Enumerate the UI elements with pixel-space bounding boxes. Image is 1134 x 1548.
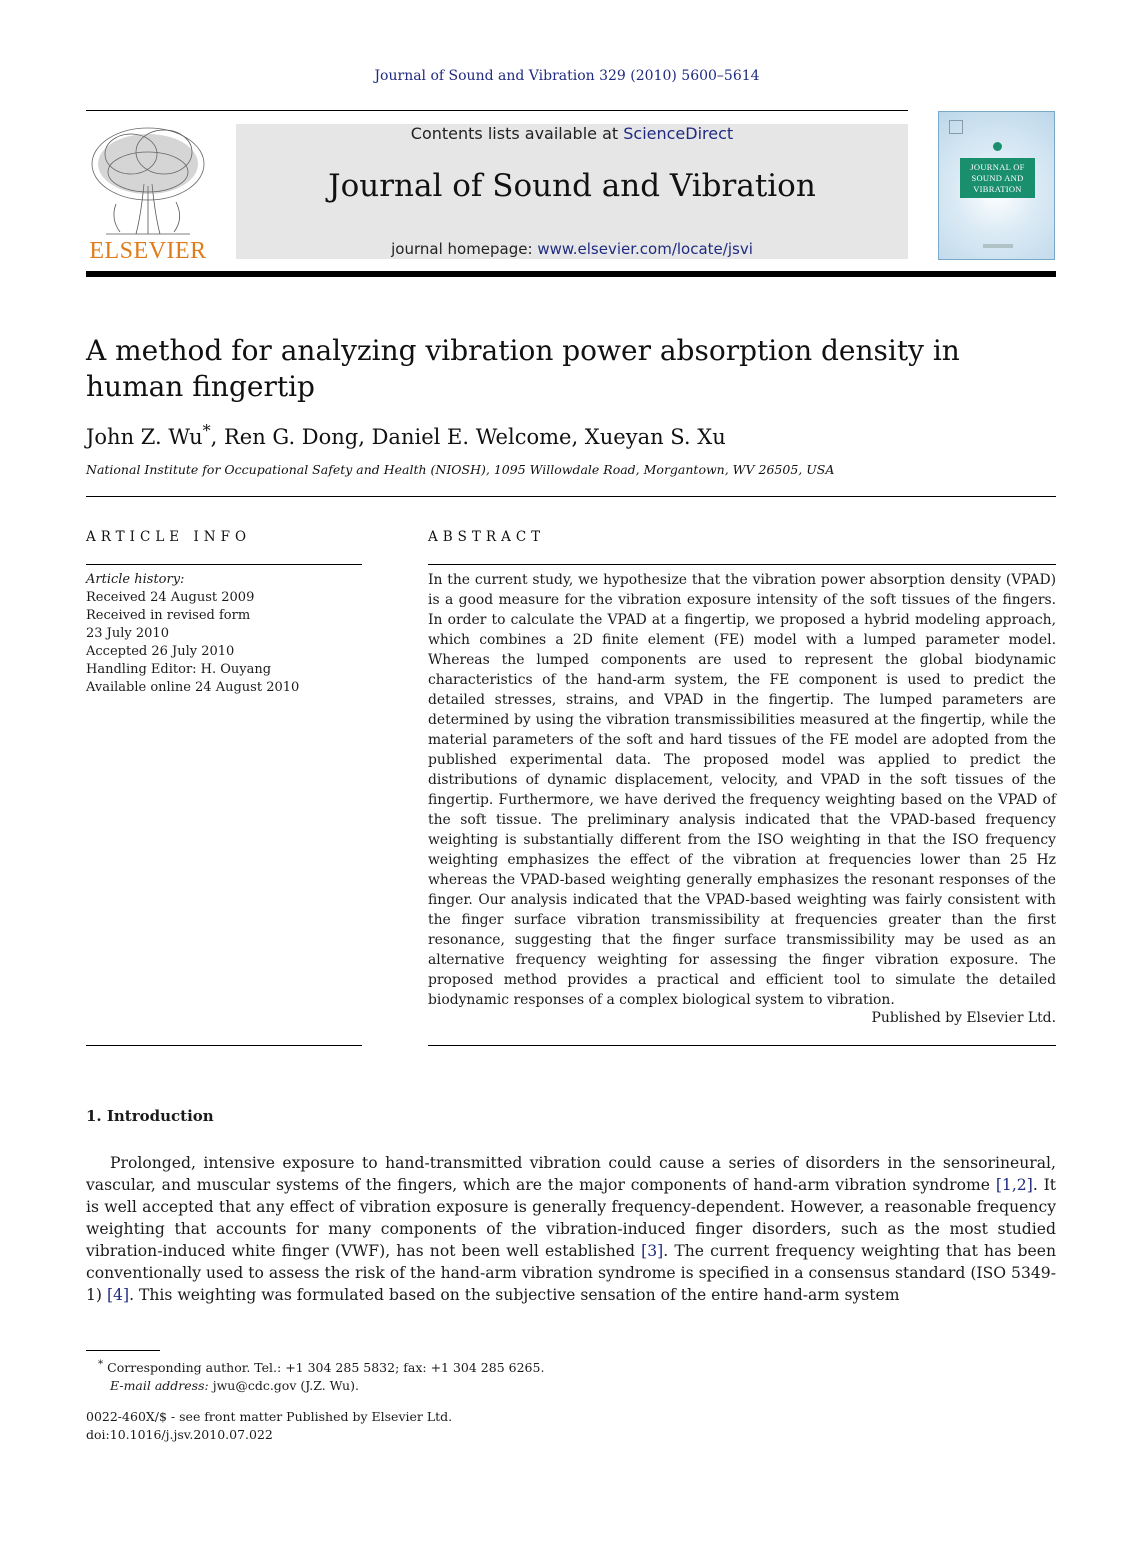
introduction-paragraph	[86, 1152, 1056, 1306]
intro-text-part: Prolonged, intensive exposure to hand-transmitted vibration could cause a series of disorders in the sensorineural, vascular, and muscular systems of the fingers, which are the major components of hand-arm vibration syndrome	[86, 1154, 1056, 1194]
abstract-heading: ABSTRACT	[428, 529, 546, 545]
cover-footer-mark-icon	[983, 244, 1013, 248]
contents-prefix: Contents lists available at	[410, 124, 624, 143]
cover-title: JOURNAL OF SOUND AND VIBRATION	[970, 162, 1025, 194]
title-separator-rule	[86, 496, 1056, 497]
header-bottom-rule	[86, 271, 1056, 277]
issn-line: 0022-460X/$ - see front matter Published by Elsevier Ltd.	[86, 1409, 453, 1424]
email-label: E-mail address:	[110, 1378, 209, 1394]
tree-icon	[86, 124, 210, 236]
footnote-contact: Corresponding author. Tel.: +1 304 285 5832; fax: +1 304 285 6265.	[103, 1360, 545, 1376]
history-item: Received in revised form	[86, 608, 251, 623]
first-author[interactable]: John Z. Wu	[86, 425, 203, 449]
journal-banner	[236, 124, 908, 259]
cover-logo-icon	[949, 120, 963, 134]
corresponding-author-footnote	[86, 1355, 544, 1395]
history-item: Received 24 August 2009	[86, 590, 255, 605]
doi-line[interactable]: doi:10.1016/j.jsv.2010.07.022	[86, 1427, 273, 1442]
front-matter	[86, 1408, 452, 1444]
footnote-mark: *	[98, 1358, 104, 1370]
intro-text-part: . It is well accepted that any effect of vibration exposure is generally frequency-dependent. However, a reasonable frequency weighting that accounts for many components of the vibration-induced finger disorders, such as the most studied vibration-induced white finger (VWF), has not been well established	[86, 1176, 1057, 1260]
contents-line	[236, 124, 908, 143]
cover-title-box	[960, 158, 1035, 198]
journal-title: Journal of Sound and Vibration	[328, 168, 816, 204]
history-label: Article history:	[86, 572, 185, 587]
corresponding-author-mark[interactable]: *	[202, 421, 211, 440]
journal-citation[interactable]: Journal of Sound and Vibration 329 (2010) 5600–5614	[374, 68, 760, 84]
introduction-heading: 1. Introduction	[86, 1107, 214, 1125]
affiliation: National Institute for Occupational Safety and Health (NIOSH), 1095 Willowdale Road, Morgantown, WV 26505, USA	[86, 462, 835, 477]
article-info-top-rule	[86, 564, 362, 565]
footnote-rule	[86, 1350, 160, 1351]
author-list	[86, 421, 726, 449]
journal-cover-thumbnail[interactable]	[938, 111, 1055, 260]
reference-link[interactable]: [4]	[106, 1286, 130, 1304]
header-top-rule	[86, 110, 908, 111]
article-history	[86, 571, 299, 697]
history-item: Accepted 26 July 2010	[86, 644, 235, 659]
homepage-prefix: journal homepage:	[391, 240, 538, 258]
other-authors: , Ren G. Dong, Daniel E. Welcome, Xueyan S. Xu	[210, 425, 726, 449]
footnote-line	[86, 1355, 544, 1377]
article-info-heading: ARTICLE INFO	[86, 529, 252, 545]
published-by: Published by Elsevier Ltd.	[871, 1010, 1056, 1026]
reference-link[interactable]: [3]	[641, 1242, 664, 1260]
sciencedirect-link[interactable]: ScienceDirect	[623, 124, 734, 143]
footnote-email-line	[86, 1377, 544, 1395]
abstract-top-rule	[428, 564, 1056, 565]
history-item: 23 July 2010	[86, 626, 169, 641]
history-item: Available online 24 August 2010	[86, 680, 300, 695]
elsevier-wordmark: ELSEVIER	[89, 238, 207, 264]
paper-title: A method for analyzing vibration power absorption density in human fingertip	[86, 334, 960, 403]
homepage-link[interactable]: www.elsevier.com/locate/jsvi	[537, 240, 753, 258]
cover-emblem-icon	[993, 142, 1002, 151]
email-address[interactable]: jwu@cdc.gov (J.Z. Wu).	[208, 1378, 359, 1394]
abstract-bottom-rule	[428, 1045, 1056, 1046]
intro-text-part: . This weighting was formulated based on the subjective sensation of the entire hand-arm system	[129, 1286, 900, 1304]
history-item: Handling Editor: H. Ouyang	[86, 662, 272, 677]
intro-text-part: . The current frequency weighting that has been conventionally used to assess the risk of the hand-arm vibration syndrome is specified in a consensus standard (ISO 5349-1)	[86, 1242, 1056, 1304]
reference-link[interactable]: [1,2]	[995, 1176, 1033, 1194]
abstract-body: In the current study, we hypothesize that the vibration power absorption density (VPAD) is a good measure for the vibration exposure intensity of the soft tissues of the fingers. In order to calculate the VPAD at a fingertip, we proposed a hybrid modeling approach, which combines a 2D finite element (FE) model with a lumped parameter model. Whereas the lumped components are used to represent the global biodynamic characteristics of the hand-arm system, the FE component is used to predict the detailed stresses, strains, and VPAD in the fingertip. The lumped parameters are determined by using the vibration transmissibilities measured at the fingertip, while the material parameters of the soft and hard tissues of the FE model are adopted from the published experimental data. The proposed model was applied to predict the distributions of dynamic displacement, velocity, and VPAD in the soft tissues of the fingertip. Furthermore, we have derived the frequency weighting based on the VPAD of the soft tissue. The preliminary analysis indicated that the VPAD-based frequency weighting is substantially different from the ISO weighting in that the ISO frequency weighting emphasizes the effect of the vibration at frequencies lower than 25 Hz whereas the VPAD-based weighting generally emphasizes the resonant responses of the finger. Our analysis indicated that the VPAD-based weighting was fairly consistent with the finger surface vibration transmissibility at frequencies greater than the first resonance, suggesting that the finger surface transmissibility may be used as an alternative frequency weighting for assessing the finger vibration exposure. The proposed method provides a practical and efficient tool to simulate the detailed biodynamic responses of a complex biological system to vibration.	[428, 572, 1056, 1008]
article-info-bottom-rule	[86, 1045, 362, 1046]
homepage-line	[236, 240, 908, 258]
